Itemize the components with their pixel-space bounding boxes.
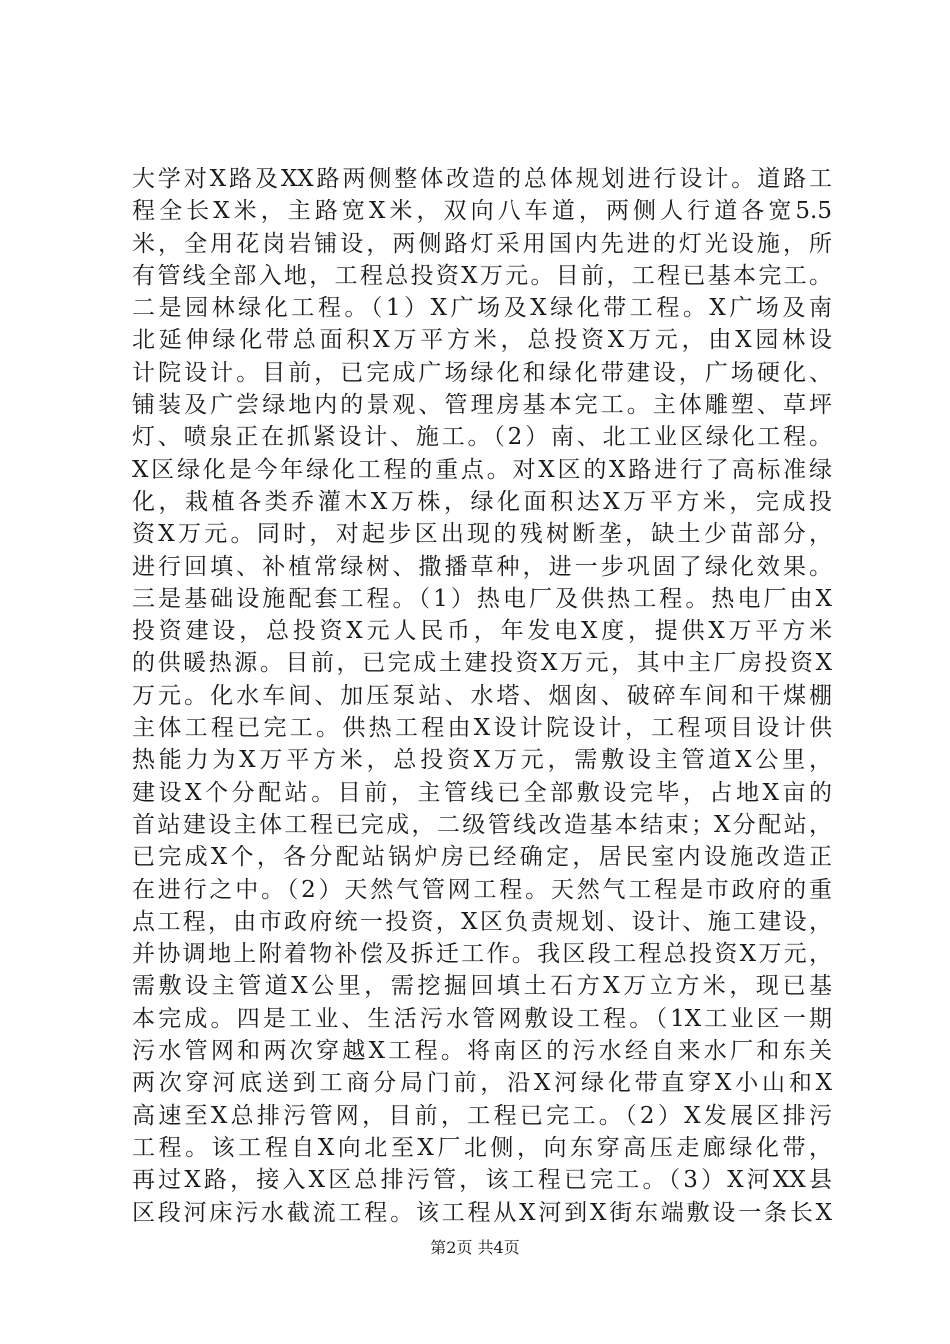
text-line: 首站建设主体工程已完成，二级管线改造基本结束；X分配站， xyxy=(132,811,832,838)
text-line: 污水管网和两次穿越X工程。将南区的污水经自来水厂和东关 xyxy=(132,1038,832,1065)
text-line: 区段河床污水截流工程。该工程从X河到X街东端敷设一条长X xyxy=(132,1199,832,1226)
text-line: 万元。化水车间、加压泵站、水塔、烟囱、破碎车间和干煤棚 xyxy=(132,682,832,709)
text-line: 二是园林绿化工程。（1）X广场及X绿化带工程。X广场及南 xyxy=(132,295,832,322)
text-line: 建设X个分配站。目前，主管线已全部敷设完毕，占地X亩的 xyxy=(132,779,832,806)
text-line: 本完成。四是工业、生活污水管网敷设工程。（1X工业区一期 xyxy=(132,1005,832,1032)
text-line: 主体工程已完工。供热工程由X设计院设计，工程项目设计供 xyxy=(132,715,832,742)
text-line: 两次穿河底送到工商分局门前，沿X河绿化带直穿X小山和X xyxy=(132,1070,832,1097)
page-footer: 第2页 共4页 xyxy=(430,1238,520,1257)
text-line: 在进行之中。（2）天然气管网工程。天然气工程是市政府的重 xyxy=(132,876,832,903)
text-line: 已完成X个，各分配站锅炉房已经确定，居民室内设施改造正 xyxy=(132,844,832,871)
text-line: 灯、喷泉正在抓紧设计、施工。（2）南、北工业区绿化工程。 xyxy=(132,424,832,451)
text-line: 进行回填、补植常绿树、撒播草种，进一步巩固了绿化效果。 xyxy=(132,553,832,580)
body-text xyxy=(132,163,832,1229)
text-line: 再过X路，接入X区总排污管，该工程已完工。（3）X河XX县 xyxy=(132,1167,832,1194)
text-line: 投资建设，总投资X元人民币，年发电X度，提供X万平方米 xyxy=(132,618,832,645)
text-line: 的供暖热源。目前，已完成土建投资X万元，其中主厂房投资X xyxy=(132,650,832,677)
text-line: 热能力为X万平方米，总投资X万元，需敷设主管道X公里， xyxy=(132,747,832,774)
text-line: 化，栽植各类乔灌木X万株，绿化面积达X万平方米，完成投 xyxy=(132,488,832,515)
text-line: 有管线全部入地，工程总投资X万元。目前，工程已基本完工。 xyxy=(132,262,832,289)
text-line: 点工程，由市政府统一投资，X区负责规划、设计、施工建设， xyxy=(132,908,832,935)
text-line: 程全长X米，主路宽X米，双向八车道，两侧人行道各宽5.5 xyxy=(132,198,832,225)
text-line: 米，全用花岗岩铺设，两侧路灯采用国内先进的灯光设施，所 xyxy=(132,230,832,257)
text-line: 高速至X总排污管网，目前，工程已完工。（2）X发展区排污 xyxy=(132,1102,832,1129)
text-line: 北延伸绿化带总面积X万平方米，总投资X万元，由X园林设 xyxy=(132,327,832,354)
text-line: 并协调地上附着物补偿及拆迁工作。我区段工程总投资X万元， xyxy=(132,941,832,968)
text-line: 需敷设主管道X公里，需挖掘回填土石方X万立方米，现已基 xyxy=(132,973,832,1000)
text-line: 计院设计。目前，已完成广场绿化和绿化带建设，广场硬化、 xyxy=(132,359,832,386)
text-line: 工程。该工程自X向北至X厂北侧，向东穿高压走廊绿化带， xyxy=(132,1134,832,1161)
text-line: 三是基础设施配套工程。（1）热电厂及供热工程。热电厂由X xyxy=(132,585,832,612)
text-line: X区绿化是今年绿化工程的重点。对X区的X路进行了高标准绿 xyxy=(132,456,832,483)
text-line: 资X万元。同时，对起步区出现的残树断垄，缺土少苗部分， xyxy=(132,521,832,548)
text-line: 铺装及广尝绿地内的景观、管理房基本完工。主体雕塑、草坪 xyxy=(132,392,832,419)
text-line: 大学对X路及XX路两侧整体改造的总体规划进行设计。道路工 xyxy=(132,166,832,192)
